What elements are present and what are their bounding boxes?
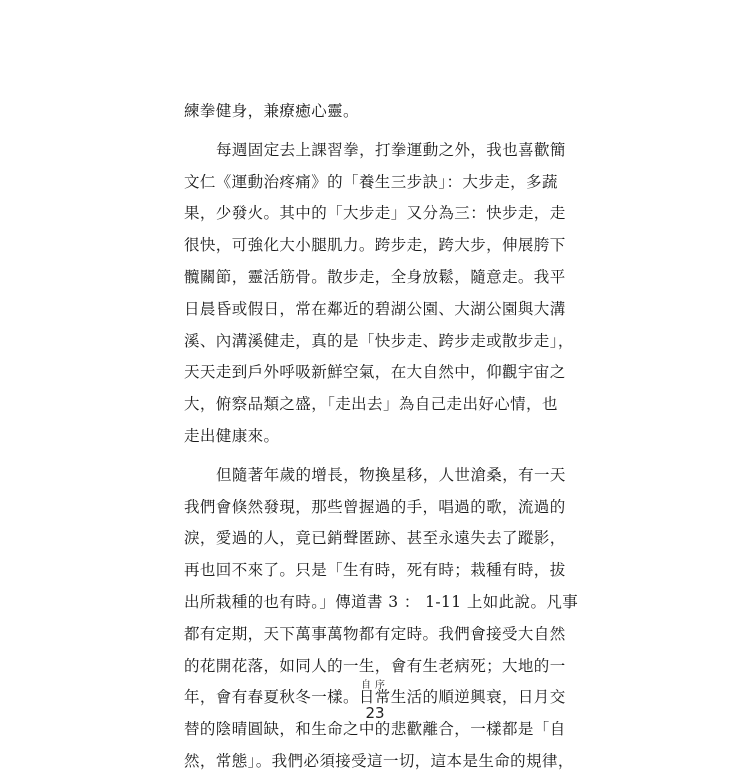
text-line: 出所栽種的也有時。」傳道書 3 ： 1-11 上如此說。凡事: [184, 592, 579, 611]
text-line: 走出健康來。: [184, 426, 280, 445]
text-line: 很快，可強化大小腿肌力。跨步走，跨大步，伸展胯下: [184, 236, 566, 255]
text-line: 替的陰晴圓缺，和生命之中的悲歡離合，一樣都是「自: [184, 720, 566, 739]
text-line: 再也回不來了。只是「生有時，死有時；栽種有時，拔: [184, 561, 566, 580]
text-line: 日晨昏或假日，常在鄰近的碧湖公園、大湖公園與大溝: [184, 299, 566, 318]
text-line: 大，俯察品類之盛，「走出去」為自己走出好心情，也: [184, 395, 558, 414]
text-line: 練拳健身，兼療癒心靈。: [184, 102, 359, 120]
text-line: 溪、內溝溪健走，真的是「快步走、跨步走或散步走」，: [184, 331, 574, 350]
page-number: 23: [365, 704, 385, 722]
section-title: 自序: [361, 680, 389, 691]
text-line: 都有定期，天下萬事萬物都有定時。我們會接受大自然: [184, 624, 566, 643]
text-line: 年，會有春夏秋冬一樣。日常生活的順逆興衰，日月交: [184, 688, 566, 707]
text-line: 果，少發火。其中的「大步走」又分為三：快步走，走: [184, 204, 566, 223]
text-line: 我們會倏然發現，那些曾握過的手，唱過的歌，流過的: [184, 497, 566, 516]
text-line: 髖關節，靈活筋骨。散步走，全身放鬆，隨意走。我平: [184, 267, 566, 286]
text-line: 的花開花落，如同人的一生，會有生老病死；大地的一: [184, 656, 566, 675]
text-line: 淚，愛過的人，竟已銷聲匿跡、甚至永遠失去了蹤影，: [184, 529, 566, 548]
text-line: 然，常態」。我們必須接受這一切，這本是生命的規律，: [184, 751, 574, 770]
text-line: 但隨著年歲的增長，物換星移，人世滄桑，有一天: [216, 465, 566, 484]
text-line: 文仁《運動治疼痛》的「養生三步訣」：大步走，多蔬: [184, 172, 558, 191]
text-line: 每週固定去上課習拳，打拳運動之外，我也喜歡簡: [216, 140, 566, 159]
text-line: 天天走到戶外呼吸新鮮空氣，在大自然中，仰觀宇宙之: [184, 363, 566, 382]
